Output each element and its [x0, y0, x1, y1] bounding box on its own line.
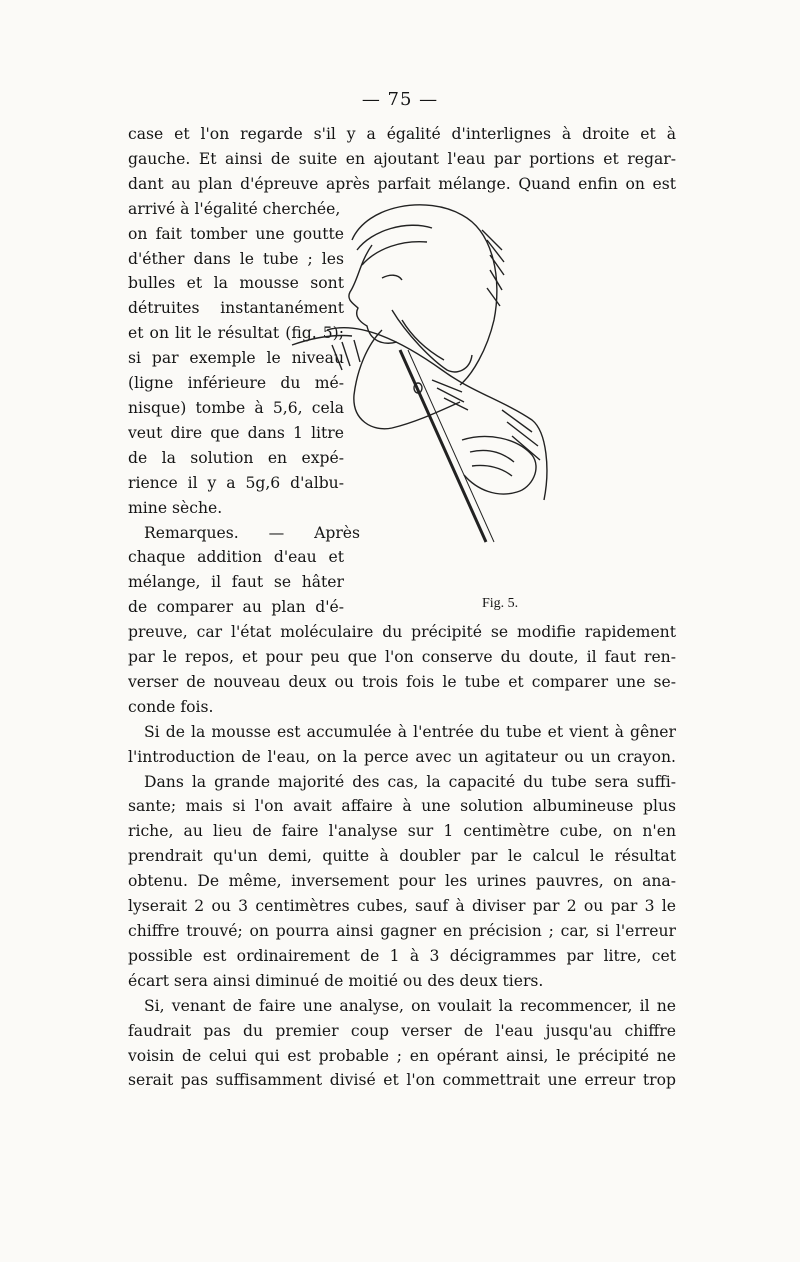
text-line: serait pas suffisamment divisé et l'on commettrait une erreur trop — [128, 1071, 676, 1090]
text-line: écart sera ainsi diminué de moitié ou des deux tiers. — [128, 971, 544, 990]
text-line: faudrait pas du premier coup verser de l'eau jusqu'au chiffre — [128, 1021, 676, 1040]
text-line: on fait tomber une goutte — [128, 224, 344, 243]
text-line: veut dire que dans 1 litre — [128, 423, 344, 442]
text-line: si par exemple le niveau — [128, 349, 344, 368]
text-line: chaque addition d'eau et — [128, 548, 344, 567]
text-line: verser de nouveau deux ou trois fois le tube et comparer une se- — [128, 672, 676, 691]
text-line: Dans la grande majorité des cas, la capacité du tube sera suffi- — [144, 772, 676, 791]
text-line: Si, venant de faire une analyse, on voulait la recommencer, il ne — [144, 996, 676, 1015]
text-line: bulles et la mousse sont — [128, 274, 344, 293]
text-line: voisin de celui qui est probable ; en opérant ainsi, le précipité ne — [128, 1046, 676, 1065]
text-line: chiffre trouvé; on pourra ainsi gagner en précision ; car, si l'erreur — [128, 922, 676, 940]
text-line: Remarques. — Après — [144, 523, 360, 542]
figure-illustration — [232, 170, 552, 590]
text-line: possible est ordinairement de 1 à 3 décigrammes par litre, cet — [128, 946, 676, 965]
text-line: riche, au lieu de faire l'analyse sur 1 centimètre cube, on n'en — [128, 822, 676, 841]
text-line: dant au plan d'épreuve après parfait mélange. Quand enfin on est — [128, 174, 676, 193]
engraving-icon — [232, 170, 552, 590]
text-line: case et l'on regarde s'il y a égalité d'interlignes à droite et à — [128, 125, 676, 143]
text-line: d'éther dans le tube ; les — [128, 249, 344, 268]
figure-caption: Fig. 5. — [482, 596, 519, 611]
page-number: — 75 — — [361, 89, 439, 110]
text-line: mélange, il faut se hâter — [128, 573, 344, 592]
text-line: gauche. Et ainsi de suite en ajoutant l'eau par portions et regar- — [128, 149, 676, 168]
text-line: par le repos, et pour peu que l'on conserve du doute, il faut ren- — [128, 648, 676, 667]
text-line: conde fois. — [128, 697, 214, 716]
text-line: et on lit le résultat (fig. 5); — [128, 324, 344, 343]
text-line: détruites instantanément — [128, 299, 344, 318]
text-line: rience il y a 5g,6 d'albu- — [128, 473, 344, 492]
text-line: arrivé à l'égalité cherchée, — [128, 199, 341, 218]
text-line: obtenu. De même, inversement pour les urines pauvres, on ana- — [128, 872, 676, 891]
text-line: preuve, car l'état moléculaire du précipité se modifie rapidement — [128, 623, 676, 642]
text-line: de comparer au plan d'é- — [128, 598, 344, 617]
text-line: lyserait 2 ou 3 centimètres cubes, sauf à diviser par 2 ou par 3 le — [128, 897, 676, 916]
text-line: prendrait qu'un demi, quitte à doubler par le calcul le résultat — [128, 847, 676, 866]
text-line: (ligne inférieure du mé- — [128, 374, 344, 393]
text-line: de la solution en expé- — [128, 448, 344, 467]
text-line: nisque) tombe à 5,6, cela — [128, 398, 344, 417]
text-line: mine sèche. — [128, 498, 223, 517]
text-line: sante; mais si l'on avait affaire à une solution albumineuse plus — [128, 797, 676, 816]
text-line: l'introduction de l'eau, on la perce avec un agitateur ou un crayon. — [128, 747, 676, 766]
text-line: Si de la mousse est accumulée à l'entrée du tube et vient à gêner — [144, 722, 676, 741]
